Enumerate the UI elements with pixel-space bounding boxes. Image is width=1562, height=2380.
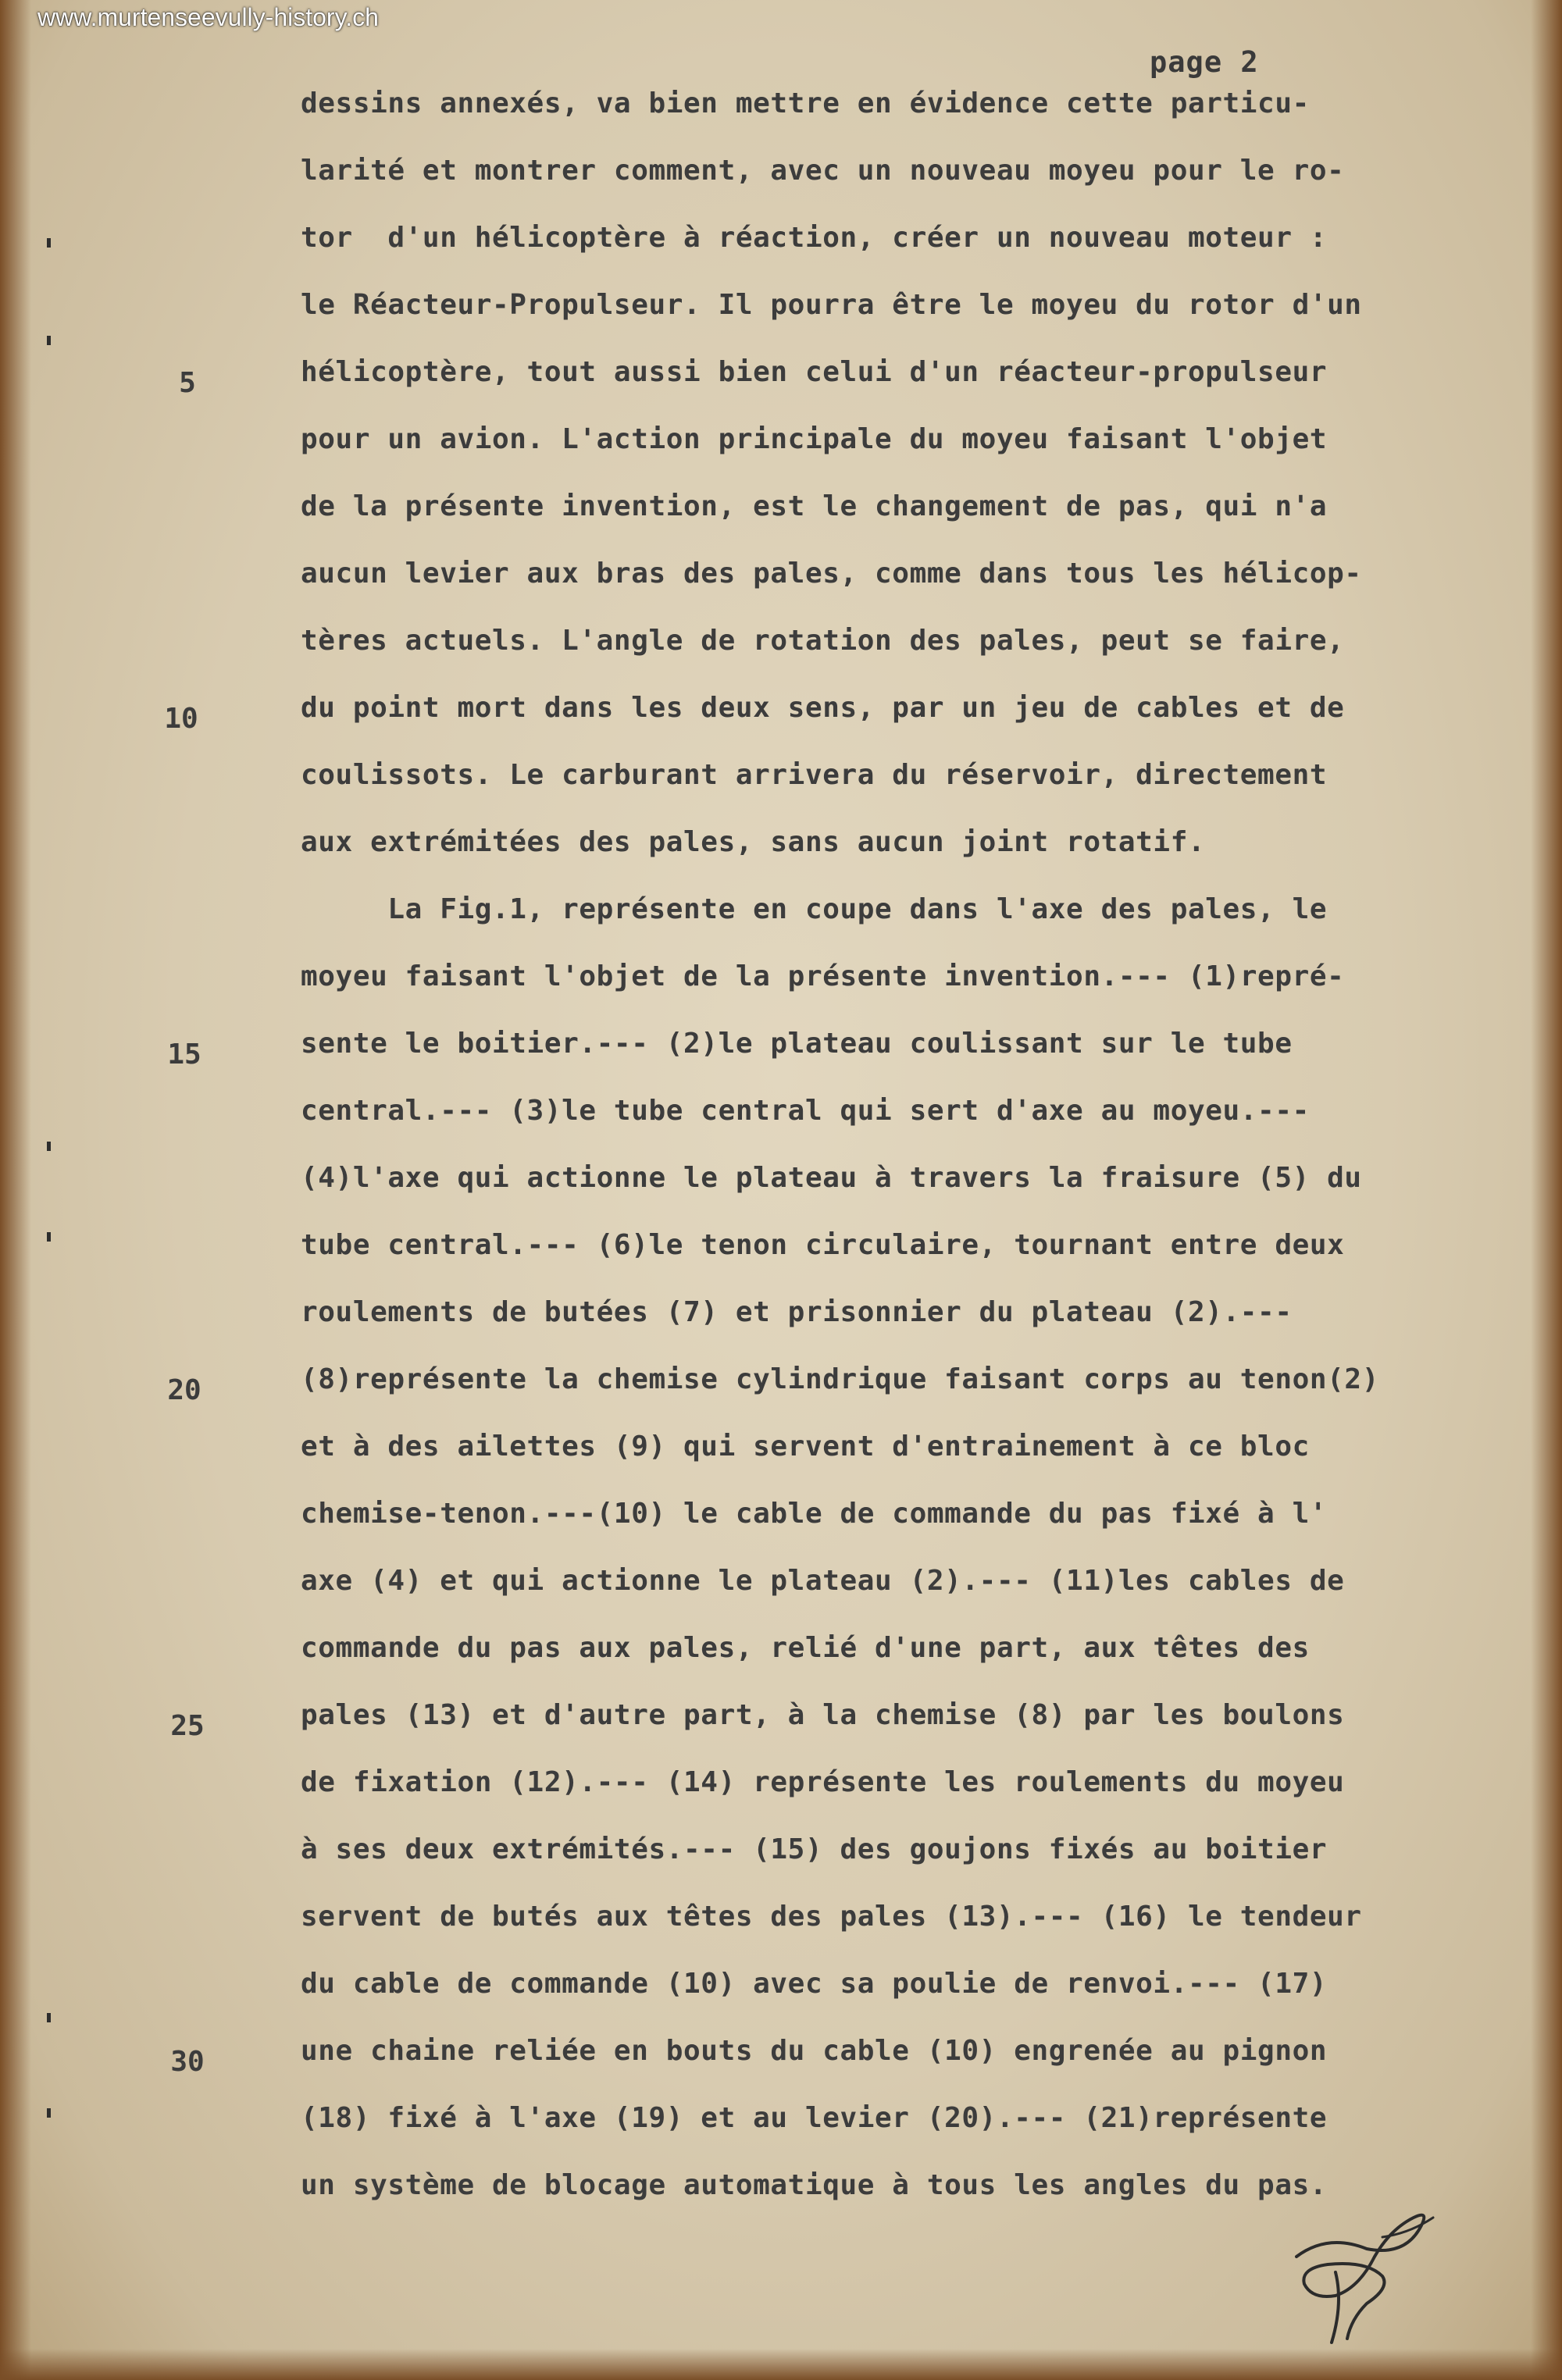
- text-line: et à des ailettes (9) qui servent d'entrainement à ce bloc: [301, 1430, 1310, 1463]
- line-number: 5: [179, 367, 196, 399]
- text-line: moyeu faisant l'objet de la présente invention.--- (1)repré-: [301, 960, 1345, 992]
- text-line: tor d'un hélicoptère à réaction, créer un nouveau moteur :: [301, 222, 1328, 254]
- line-number: 15: [167, 1039, 201, 1071]
- text-line: chemise-tenon.---(10) le cable de commande du pas fixé à l': [301, 1498, 1328, 1530]
- text-line: La Fig.1, représente en coupe dans l'axe des pales, le: [301, 893, 1328, 925]
- line-number: 20: [167, 1374, 201, 1406]
- text-line: le Réacteur-Propulseur. Il pourra être le moyeu du rotor d'un: [301, 289, 1362, 321]
- paper-edge-right: [1531, 0, 1562, 2380]
- text-line: sente le boitier.--- (2)le plateau coulissant sur le tube: [301, 1028, 1293, 1060]
- text-line: de la présente invention, est le changement de pas, qui n'a: [301, 490, 1328, 522]
- handwritten-signature: [1265, 2202, 1453, 2358]
- line-number: 25: [170, 1710, 205, 1742]
- watermark-url: www.murtenseevully-history.ch: [37, 3, 379, 31]
- text-line: tube central.--- (6)le tenon circulaire, tournant entre deux: [301, 1229, 1345, 1261]
- text-line: du point mort dans les deux sens, par un jeu de cables et de: [301, 692, 1345, 724]
- text-line: roulements de butées (7) et prisonnier du plateau (2).---: [301, 1296, 1293, 1328]
- text-line: une chaine reliée en bouts du cable (10) engrenée au pignon: [301, 2035, 1328, 2067]
- text-line: hélicoptère, tout aussi bien celui d'un réacteur-propulseur: [301, 356, 1328, 388]
- text-line: (18) fixé à l'axe (19) et au levier (20).--- (21)représente: [301, 2102, 1328, 2134]
- text-line: commande du pas aux pales, relié d'une part, aux têtes des: [301, 1632, 1310, 1664]
- text-line: coulissots. Le carburant arrivera du réservoir, directement: [301, 759, 1328, 791]
- line-number: 10: [164, 703, 198, 735]
- text-line: pales (13) et d'autre part, à la chemise (8) par les boulons: [301, 1699, 1345, 1731]
- text-line: (8)représente la chemise cylindrique faisant corps au tenon(2): [301, 1363, 1379, 1395]
- page-number: page 2: [1150, 45, 1259, 79]
- margin-tick: [47, 238, 51, 248]
- margin-tick: [47, 2013, 51, 2022]
- text-line: (4)l'axe qui actionne le plateau à travers la fraisure (5) du: [301, 1162, 1362, 1194]
- text-line: à ses deux extrémités.--- (15) des goujons fixés au boitier: [301, 1833, 1328, 1865]
- text-line: tères actuels. L'angle de rotation des pales, peut se faire,: [301, 625, 1345, 657]
- margin-tick: [47, 1232, 51, 1242]
- text-line: central.--- (3)le tube central qui sert d'axe au moyeu.---: [301, 1095, 1310, 1127]
- text-line: servent de butés aux têtes des pales (13).--- (16) le tendeur: [301, 1901, 1362, 1933]
- text-line: de fixation (12).--- (14) représente les roulements du moyeu: [301, 1766, 1345, 1798]
- text-line: aucun levier aux bras des pales, comme dans tous les hélicop-: [301, 558, 1362, 590]
- text-line: axe (4) et qui actionne le plateau (2).--- (11)les cables de: [301, 1565, 1345, 1597]
- text-line: dessins annexés, va bien mettre en évidence cette particu-: [301, 87, 1310, 119]
- text-line: un système de blocage automatique à tous les angles du pas.: [301, 2169, 1328, 2201]
- margin-tick: [47, 1142, 51, 1151]
- line-number: 30: [170, 2046, 205, 2078]
- text-line: aux extrémitées des pales, sans aucun joint rotatif.: [301, 826, 1206, 858]
- text-line: larité et montrer comment, avec un nouveau moyeu pour le ro-: [301, 155, 1345, 187]
- margin-tick: [47, 336, 51, 345]
- text-line: du cable de commande (10) avec sa poulie de renvoi.--- (17): [301, 1968, 1328, 2000]
- margin-tick: [47, 2108, 51, 2118]
- paper-edge-left: [0, 0, 31, 2380]
- text-line: pour un avion. L'action principale du moyeu faisant l'objet: [301, 423, 1328, 455]
